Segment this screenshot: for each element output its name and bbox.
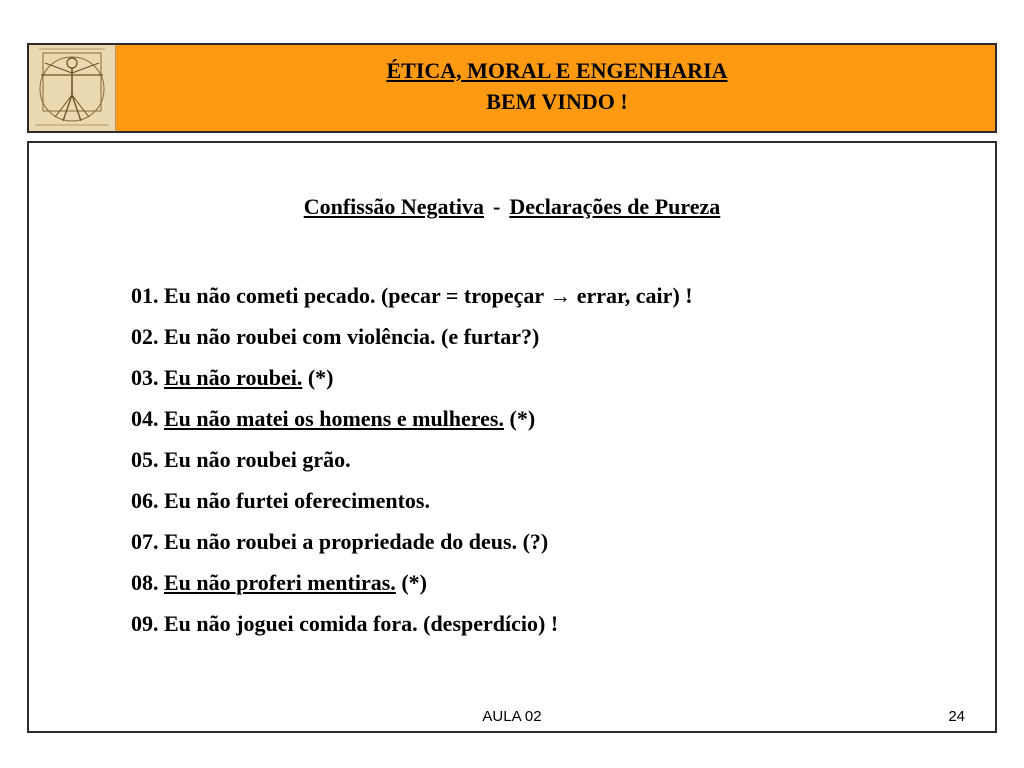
item-text: Eu não roubei a propriedade do deus. (?) (164, 529, 549, 554)
declaration-list (131, 275, 693, 644)
heading-part-1: Confissão Negativa (303, 194, 484, 219)
section-heading (29, 194, 995, 220)
item-number: 02. (131, 324, 164, 349)
item-text: Eu não joguei comida fora. (desperdício) ! (164, 611, 559, 636)
list-item (131, 521, 693, 562)
slide-header (27, 43, 997, 133)
list-item (131, 603, 693, 644)
item-text: Eu não roubei grão. (164, 447, 351, 472)
footer-label: AULA 02 (482, 708, 542, 725)
list-item (131, 562, 693, 603)
list-item (131, 316, 693, 357)
item-text: (*) (504, 406, 536, 431)
list-item (131, 275, 693, 316)
slide-body (27, 141, 997, 733)
item-text: Eu não cometi pecado. (pecar = tropeçar → errar, cair) ! (164, 283, 693, 308)
list-item (131, 439, 693, 480)
list-item (131, 398, 693, 439)
item-underlined-text: Eu não proferi mentiras. (164, 570, 396, 595)
item-text: (*) (302, 365, 334, 390)
item-number: 08. (131, 570, 164, 595)
page-number: 24 (948, 708, 965, 725)
item-underlined-text: Eu não matei os homens e mulheres. (164, 406, 504, 431)
list-item (131, 357, 693, 398)
item-number: 06. (131, 488, 164, 513)
item-number: 04. (131, 406, 164, 431)
item-number: 03. (131, 365, 164, 390)
vitruvian-man-icon (29, 45, 116, 131)
slide-subtitle: BEM VINDO ! (486, 89, 628, 114)
slide-title: ÉTICA, MORAL E ENGENHARIA (386, 58, 728, 83)
item-number: 01. (131, 283, 164, 308)
list-item (131, 480, 693, 521)
item-number: 09. (131, 611, 164, 636)
item-number: 05. (131, 447, 164, 472)
item-text: Eu não furtei oferecimentos. (164, 488, 430, 513)
item-text: (*) (395, 570, 427, 595)
heading-separator: - (492, 194, 501, 219)
item-text: Eu não roubei com violência. (e furtar?) (164, 324, 540, 349)
item-underlined-text: Eu não roubei. (164, 365, 303, 390)
item-number: 07. (131, 529, 164, 554)
heading-part-2: Declarações de Pureza (509, 194, 721, 219)
